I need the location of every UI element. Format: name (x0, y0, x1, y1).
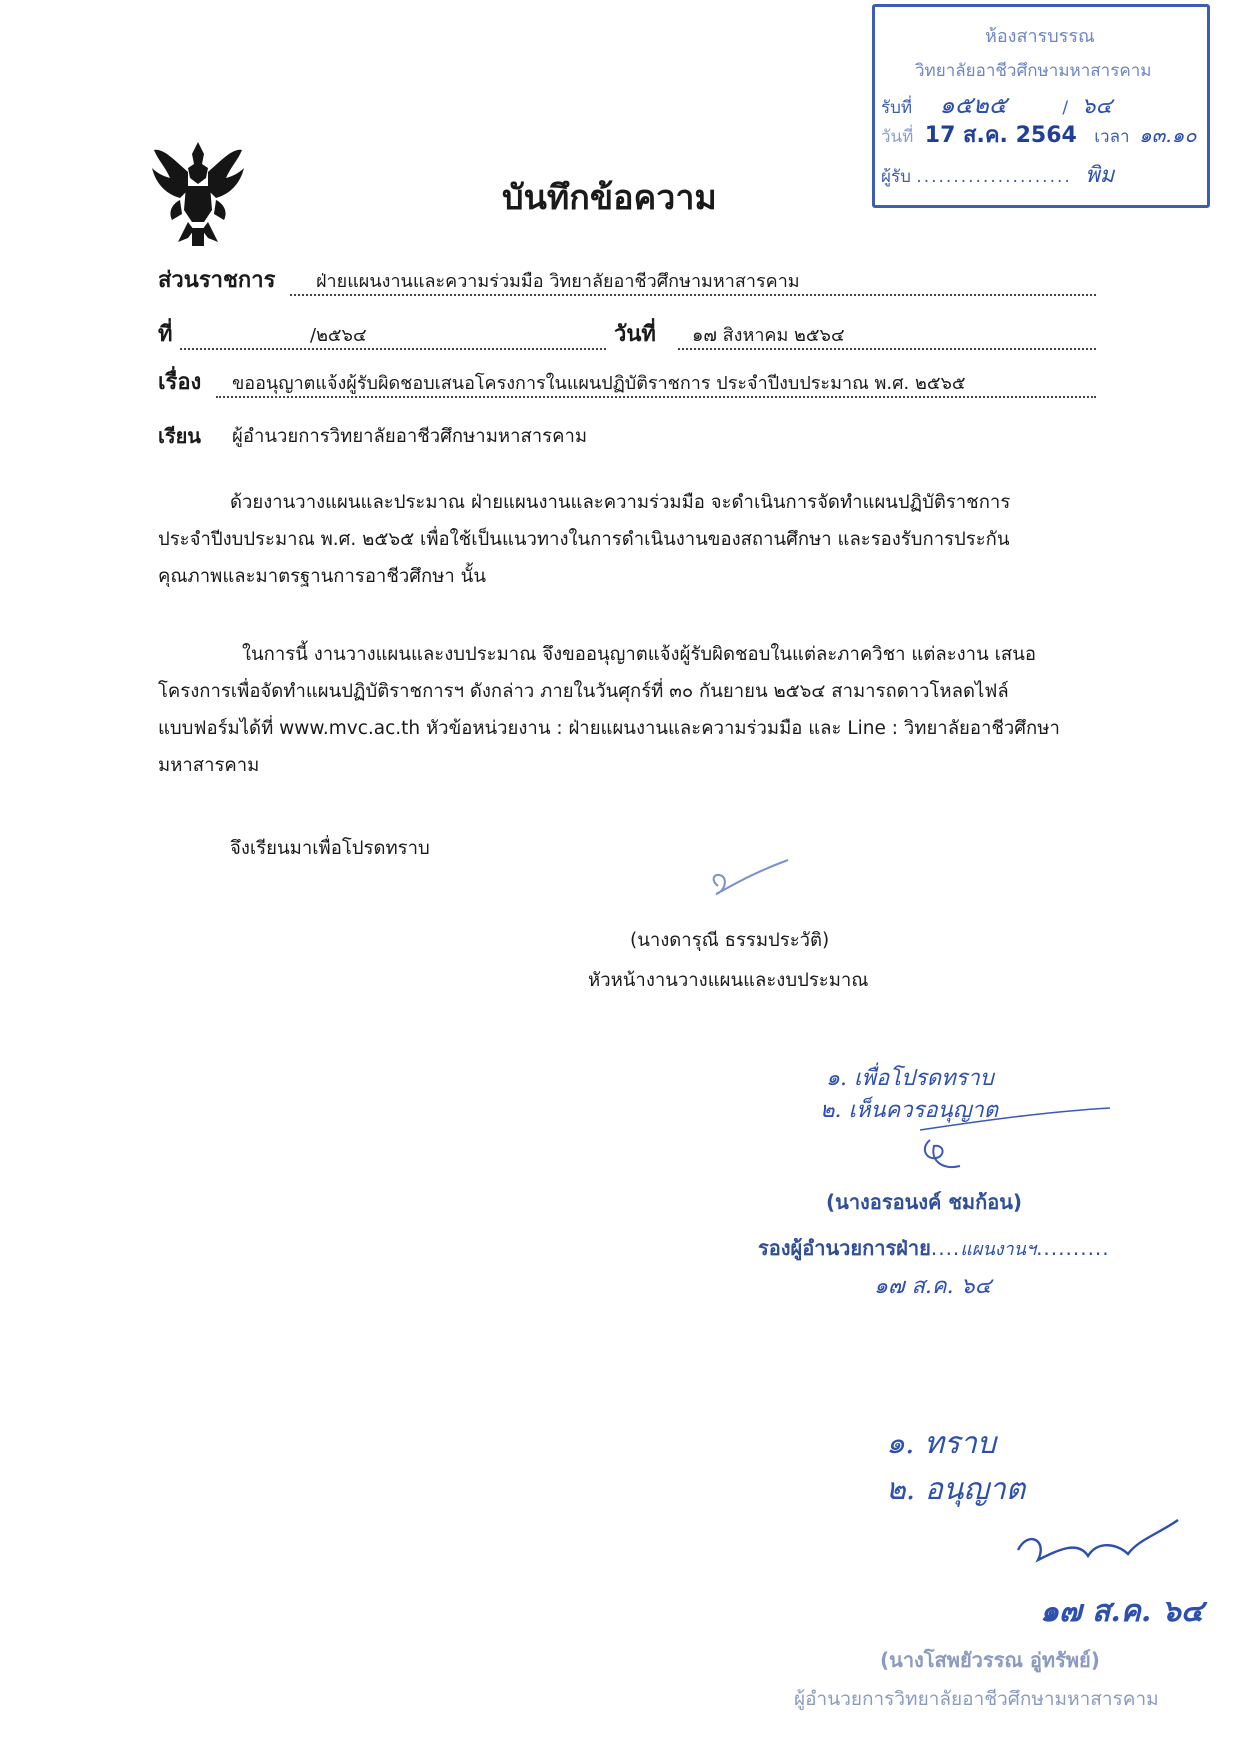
stamp-receive-year: ๖๔ (1081, 94, 1113, 119)
signer-3-name: (นางโสพยัวรรณ อู่ทรัพย์) (880, 1648, 1100, 1672)
signature-2 (900, 1100, 1130, 1190)
stamp-receiver-value: พิม (1085, 163, 1115, 188)
paragraph-2-line-4: มหาสารคาม (158, 755, 260, 776)
receipt-stamp (872, 4, 1210, 208)
agency-field (290, 264, 1096, 296)
stamp-office: ห้องสารบรรณ (985, 26, 1095, 47)
signer-1-name: (นางดารุณี ธรรมประวัติ) (630, 930, 830, 951)
signer-2-position-fill: แผนงานฯ (960, 1239, 1037, 1260)
paragraph-1 (158, 484, 1118, 595)
signer-1-position: หัวหน้างานวางแผนและงบประมาณ (588, 970, 869, 991)
deputy-note-line-2: ๒. เห็นควรอนุญาต (820, 1098, 999, 1123)
agency-value: ฝ่ายแผนงานและความร่วมมือ วิทยาลัยอาชีวศึกษามหาสารคาม (316, 271, 800, 292)
deputy-note-line-1: ๑. เพื่อโปรดทราบ (826, 1066, 994, 1091)
paragraph-2-line-2: โครงการเพื่อจัดทำแผนปฏิบัติราชการฯ ดังกล่าว ภายในวันศุกร์ที่ ๓๐ กันยายน ๒๕๖๔ สามารถดาวโหลดไฟล์ (158, 681, 1009, 702)
date-value: ๑๗ สิงหาคม ๒๕๖๔ (692, 325, 845, 346)
paragraph-2-line-3: แบบฟอร์มได้ที่ www.mvc.ac.th หัวข้อหน่วยงาน : ฝ่ายแผนงานและความร่วมมือ และ Line : วิทยาลัยอาชีวศึกษา (158, 718, 1060, 739)
date-label: วันที่ (614, 322, 656, 347)
stamp-receiver-label: ผู้รับ (881, 167, 911, 187)
closing-line: จึงเรียนมาเพื่อโปรดทราบ (230, 838, 430, 859)
ref-label: ที่ (158, 322, 173, 347)
signer-2-date: ๑๗ ส.ค. ๖๔ (874, 1274, 992, 1299)
date-field (678, 318, 1096, 350)
signer-2-position: รองผู้อำนวยการฝ่าย (758, 1236, 931, 1260)
to-value: ผู้อำนวยการวิทยาลัยอาชีวศึกษามหาสารคาม (232, 426, 588, 447)
stamp-date-row (881, 117, 1197, 152)
signature-1 (700, 850, 800, 910)
ref-field (180, 318, 606, 350)
to-label: เรียน (158, 424, 201, 448)
stamp-receiver-row: ผู้รับ ..................... พิม (881, 163, 1115, 188)
paragraph-1-line-1: ด้วยงานวางแผนและประมาณ ฝ่ายแผนงานและความร่วมมือ จะดำเนินการจัดทำแผนปฏิบัติราชการ (230, 492, 1011, 513)
agency-label: ส่วนราชการ (158, 268, 276, 293)
subject-label: เรื่อง (158, 370, 202, 395)
stamp-date-label: วันที่ (881, 127, 914, 147)
paragraph-2 (158, 636, 1118, 784)
subject-value: ขออนุญาตแจ้งผู้รับผิดชอบเสนอโครงการในแผนปฏิบัติราชการ ประจำปีงบประมาณ พ.ศ. ๒๕๖๕ (232, 373, 966, 394)
stamp-date-value: 17 ส.ค. 2564 (924, 123, 1077, 148)
paragraph-1-line-2: ประจำปีงบประมาณ พ.ศ. ๒๕๖๕ เพื่อใช้เป็นแนวทางในการดำเนินงานของสถานศึกษา และรองรับการประกัน (158, 529, 1010, 550)
director-note-line-2: ๒. อนุญาต (886, 1472, 1026, 1507)
stamp-college: วิทยาลัยอาชีวศึกษามหาสารคาม (915, 61, 1152, 81)
stamp-receive-row: รับที่ ๑๕๒๕ / ๖๔ (881, 91, 1113, 119)
director-date: ๑๗ ส.ค. ๖๔ (1040, 1594, 1204, 1629)
paragraph-1-line-3: คุณภาพและมาตรฐานการอาชีวศึกษา นั้น (158, 566, 486, 587)
subject-field (216, 366, 1096, 398)
memo-title: บันทึกข้อความ (502, 178, 717, 218)
ref-value: /๒๕๖๔ (310, 325, 367, 346)
stamp-receive-label: รับที่ (881, 98, 913, 118)
signature-3 (1008, 1510, 1188, 1590)
stamp-time-label: เวลา (1094, 127, 1130, 147)
signer-2-position-row: รองผู้อำนวยการฝ่าย....แผนงานฯ.......... (758, 1236, 1110, 1260)
garuda-emblem-icon (148, 138, 248, 248)
signer-3-position: ผู้อำนวยการวิทยาลัยอาชีวศึกษามหาสารคาม (794, 1688, 1159, 1710)
stamp-time-value: ๑๓.๑๐ (1138, 123, 1197, 147)
stamp-receive-number: ๑๕๒๕ (939, 91, 1007, 119)
signer-2-name: (นางอรอนงค์ ชมก้อน) (826, 1190, 1023, 1214)
director-note-line-1: ๑. ทราบ (886, 1426, 996, 1461)
paragraph-2-line-1: ในการนี้ งานวางแผนและงบประมาณ จึงขออนุญาตแจ้งผู้รับผิดชอบในแต่ละภาควิชา แต่ละงาน เสนอ (242, 644, 1036, 665)
